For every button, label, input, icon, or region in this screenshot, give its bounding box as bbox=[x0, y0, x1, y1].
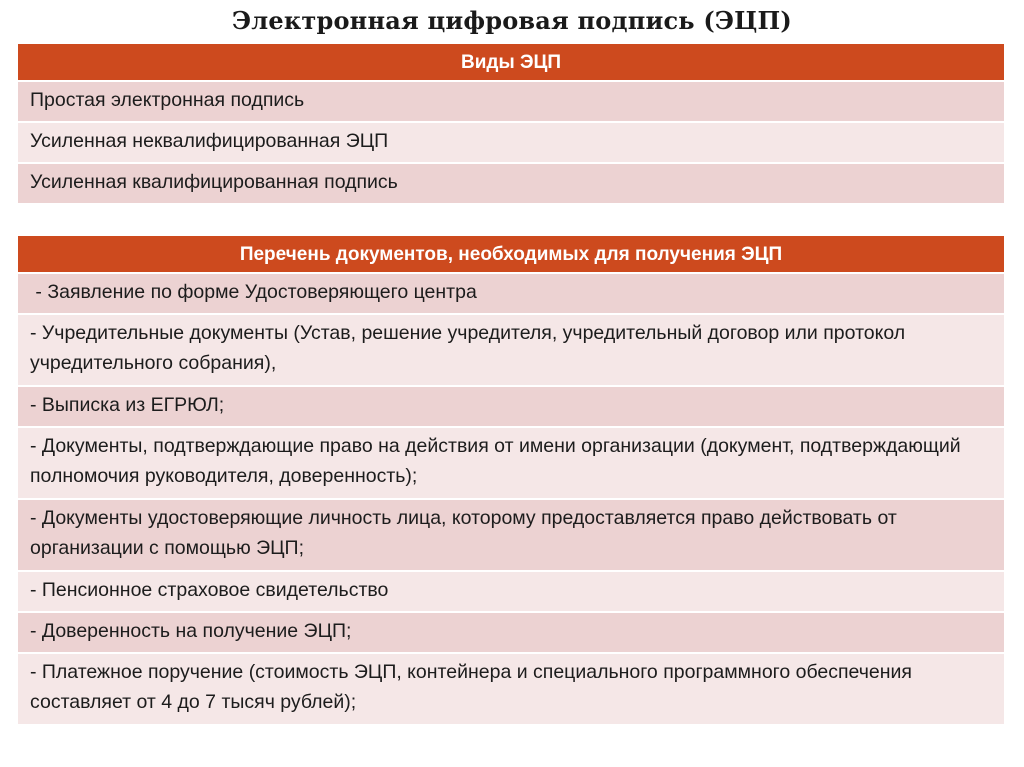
table-header: Виды ЭЦП bbox=[18, 44, 1004, 82]
table-row: Простая электронная подпись bbox=[18, 82, 1004, 123]
table-row: - Заявление по форме Удостоверяющего центра bbox=[18, 274, 1004, 315]
table-row: - Платежное поручение (стоимость ЭЦП, контейнера и специального программного обеспечения составляет от 4 до 7 тысяч рублей); bbox=[18, 654, 1004, 726]
table-row: - Документы удостоверяющие личность лица, которому предоставляется право действовать от организации с помощью ЭЦП; bbox=[18, 500, 1004, 572]
table-header: Перечень документов, необходимых для получения ЭЦП bbox=[18, 236, 1004, 274]
documents-table bbox=[18, 236, 1004, 726]
table-row: - Документы, подтверждающие право на действия от имени организации (документ, подтверждающий полномочия руководителя, доверенность); bbox=[18, 428, 1004, 500]
page-title: Электронная цифровая подпись (ЭЦП) bbox=[232, 6, 792, 35]
table-row: Усиленная квалифицированная подпись bbox=[18, 164, 1004, 205]
table-row: - Доверенность на получение ЭЦП; bbox=[18, 613, 1004, 654]
table-row: Усиленная неквалифицированная ЭЦП bbox=[18, 123, 1004, 164]
table-row: - Выписка из ЕГРЮЛ; bbox=[18, 387, 1004, 428]
table-row: - Учредительные документы (Устав, решение учредителя, учредительный договор или протокол учредительного собрания), bbox=[18, 315, 1004, 387]
table-row: - Пенсионное страховое свидетельство bbox=[18, 572, 1004, 613]
signature-types-table bbox=[18, 44, 1004, 205]
